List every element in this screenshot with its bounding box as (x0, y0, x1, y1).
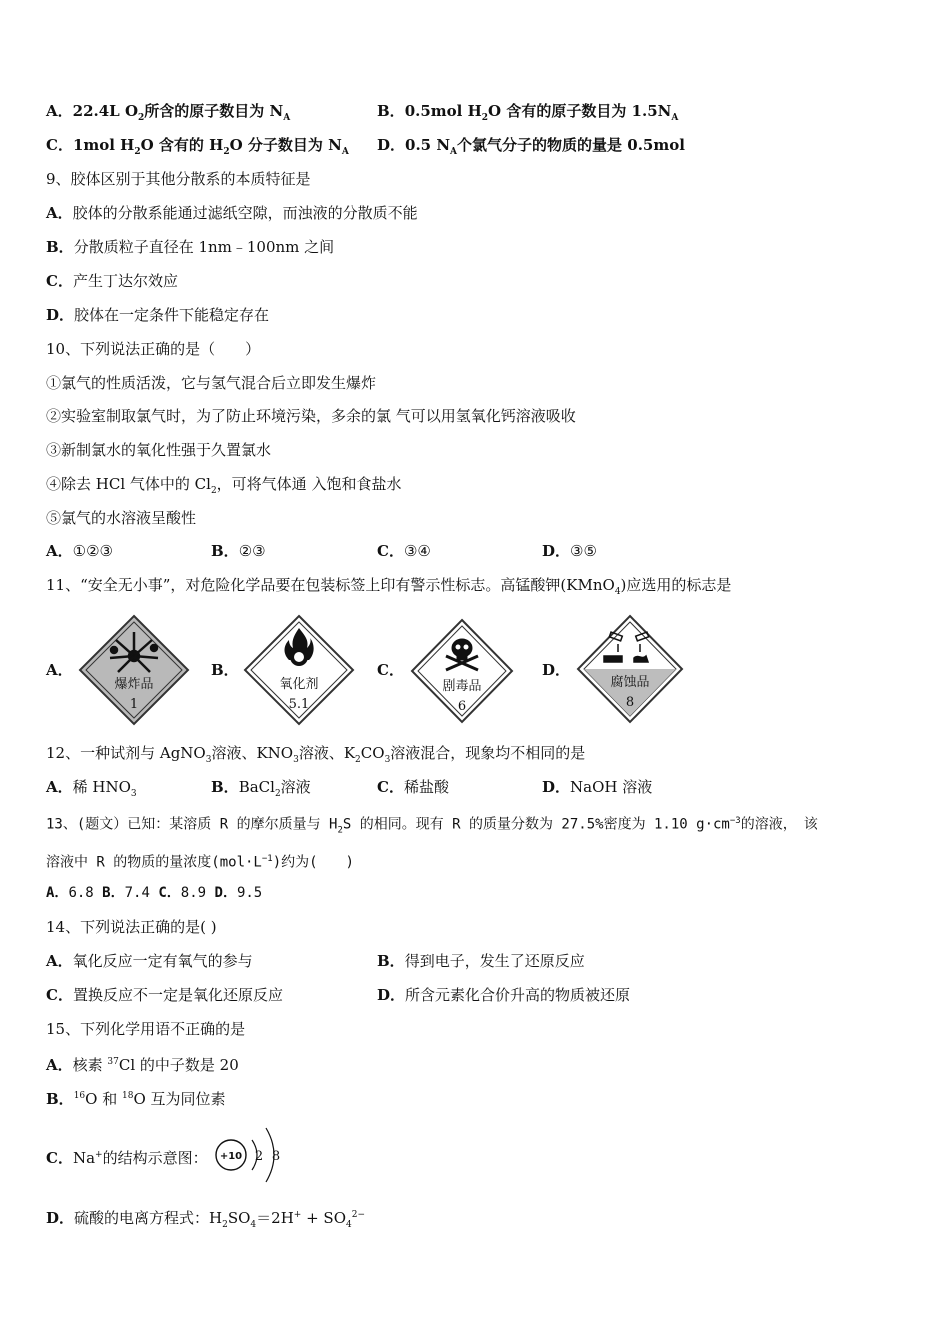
sign-c-name: 剧毒品 (442, 679, 482, 694)
q11-stem: 11、“安全无小事”，对危险化学品要在包装标签上印有警示性标志。高锰酸钾(KMnO$_4$)应选用的标志是 (46, 576, 732, 597)
q12-option-c: C．稀盐酸 (377, 778, 449, 796)
shell-2-electrons: 8 (271, 1149, 281, 1164)
q8-option-b: B．0.5mol $H_2O$ 含有的原子数目为 $1.5N_A$ (377, 102, 679, 123)
hazard-sign-explosive (78, 614, 190, 726)
q10-statement-3: ③新制氯水的氧化性强于久置氯水 (46, 441, 272, 459)
sign-a-num: 1 (129, 697, 139, 712)
q14-option-b: B．得到电子，发生了还原反应 (377, 952, 585, 970)
q8-option-d: D．0.5 $N_A$个氯气分子的物质的量是 0.5mol (377, 136, 685, 157)
q9-option-c: C．产生丁达尔效应 (46, 272, 178, 290)
q9-stem: 9、胶体区别于其他分散系的本质特征是 (46, 170, 311, 188)
q11-option-c-label: C． (377, 661, 404, 679)
hazard-sign-oxidizer (243, 614, 355, 726)
q10-statement-2: ②实验室制取氯气时，为了防止环境污染，多余的氯 气可以用氢氧化钙溶液吸收 (46, 407, 576, 425)
q15-option-b: B．$^{16}$O 和 $^{18}$O 互为同位素 (46, 1090, 226, 1108)
nucleus-charge: +10 (219, 1151, 243, 1162)
q14-option-c: C．置换反应不一定是氧化还原反应 (46, 986, 283, 1004)
q11-option-d-label: D． (542, 661, 571, 679)
q10-statement-1: ①氯气的性质活泼，它与氢气混合后立即发生爆炸 (46, 374, 377, 392)
q15-stem: 15、下列化学用语不正确的是 (46, 1020, 246, 1038)
q12-option-b: B．BaCl$_2$溶液 (211, 778, 311, 799)
q10-statement-4: ④除去 HCl 气体中的 $Cl_2$，可将气体通 入饱和食盐水 (46, 475, 402, 496)
q15-option-c: C．Na+的结构示意图： (46, 1149, 208, 1167)
q8-option-a: A．22.4L $O_2$所含的原子数目为 $N_A$ (46, 102, 291, 123)
hazard-sign-toxic (410, 618, 514, 724)
q13-options: A．6.8 B．7.4 C．8.9 D．9.5 (46, 885, 263, 901)
q10-stem: 10、下列说法正确的是（ ） (46, 340, 261, 358)
q12-stem: 12、一种试剂与 AgNO$_3$溶液、$KNO_3$溶液、$K_2CO_3$溶液混合，现象均不相同的是 (46, 744, 586, 765)
sign-d-name: 腐蚀品 (610, 675, 650, 690)
sign-b-num: 5.1 (288, 697, 310, 712)
q10-option-d: D．③⑤ (542, 542, 597, 560)
sign-a-name: 爆炸品 (114, 677, 154, 692)
q10-option-b: B．②③ (211, 542, 266, 560)
q9-option-d: D．胶体在一定条件下能稳定存在 (46, 306, 270, 324)
q15-option-d: D．硫酸的电离方程式：$H_2SO_4=2H^+ + SO_4^{2-}$ (46, 1209, 366, 1230)
q14-stem: 14、下列说法正确的是( ) (46, 918, 217, 936)
q10-option-a: A．①②③ (46, 542, 113, 560)
q15-option-a: A．核素 $^{37}$Cl 的中子数是 20 (46, 1056, 239, 1074)
sign-d-num: 8 (625, 695, 635, 710)
q11-option-b-label: B． (211, 661, 239, 679)
q9-option-a: A．胶体的分散系能通过滤纸空隙，而浊液的分散质不能 (46, 204, 418, 222)
q13-stem-line2: 溶液中 R 的物质的量浓度$(mol\cdot L^{-1})$约为( ) (46, 854, 354, 871)
sign-c-num: 6 (457, 699, 467, 714)
na-ion-structure-diagram (212, 1122, 292, 1190)
hazard-sign-corrosive (576, 614, 684, 724)
shell-1-electrons: 2 (254, 1149, 264, 1164)
q10-statement-5: ⑤氯气的水溶液呈酸性 (46, 509, 197, 527)
q14-option-d: D．所含元素化合价升高的物质被还原 (377, 986, 631, 1004)
q11-option-a-label: A． (46, 661, 73, 679)
q13-stem-line1: 13、(题文）已知：某溶质 R 的摩尔质量与 $H_2S$ 的相同。现有 R 的质量分数为 27.5%密度为 1.10 $g\cdot cm^{-3}$的溶液， 该 (46, 816, 818, 836)
q10-option-c: C．③④ (377, 542, 431, 560)
q9-option-b: B．分散质粒子直径在 1nm﹣100nm 之间 (46, 238, 335, 256)
q8-option-c: C．1mol $H_2O$ 含有的 $H_2O$ 分子数目为 $N_A$ (46, 136, 349, 157)
q14-option-a: A．氧化反应一定有氧气的参与 (46, 952, 253, 970)
sign-b-name: 氧化剂 (279, 677, 319, 692)
q12-option-d: D．NaOH 溶液 (542, 778, 653, 796)
q12-option-a: A．稀 $HNO_3$ (46, 778, 137, 799)
